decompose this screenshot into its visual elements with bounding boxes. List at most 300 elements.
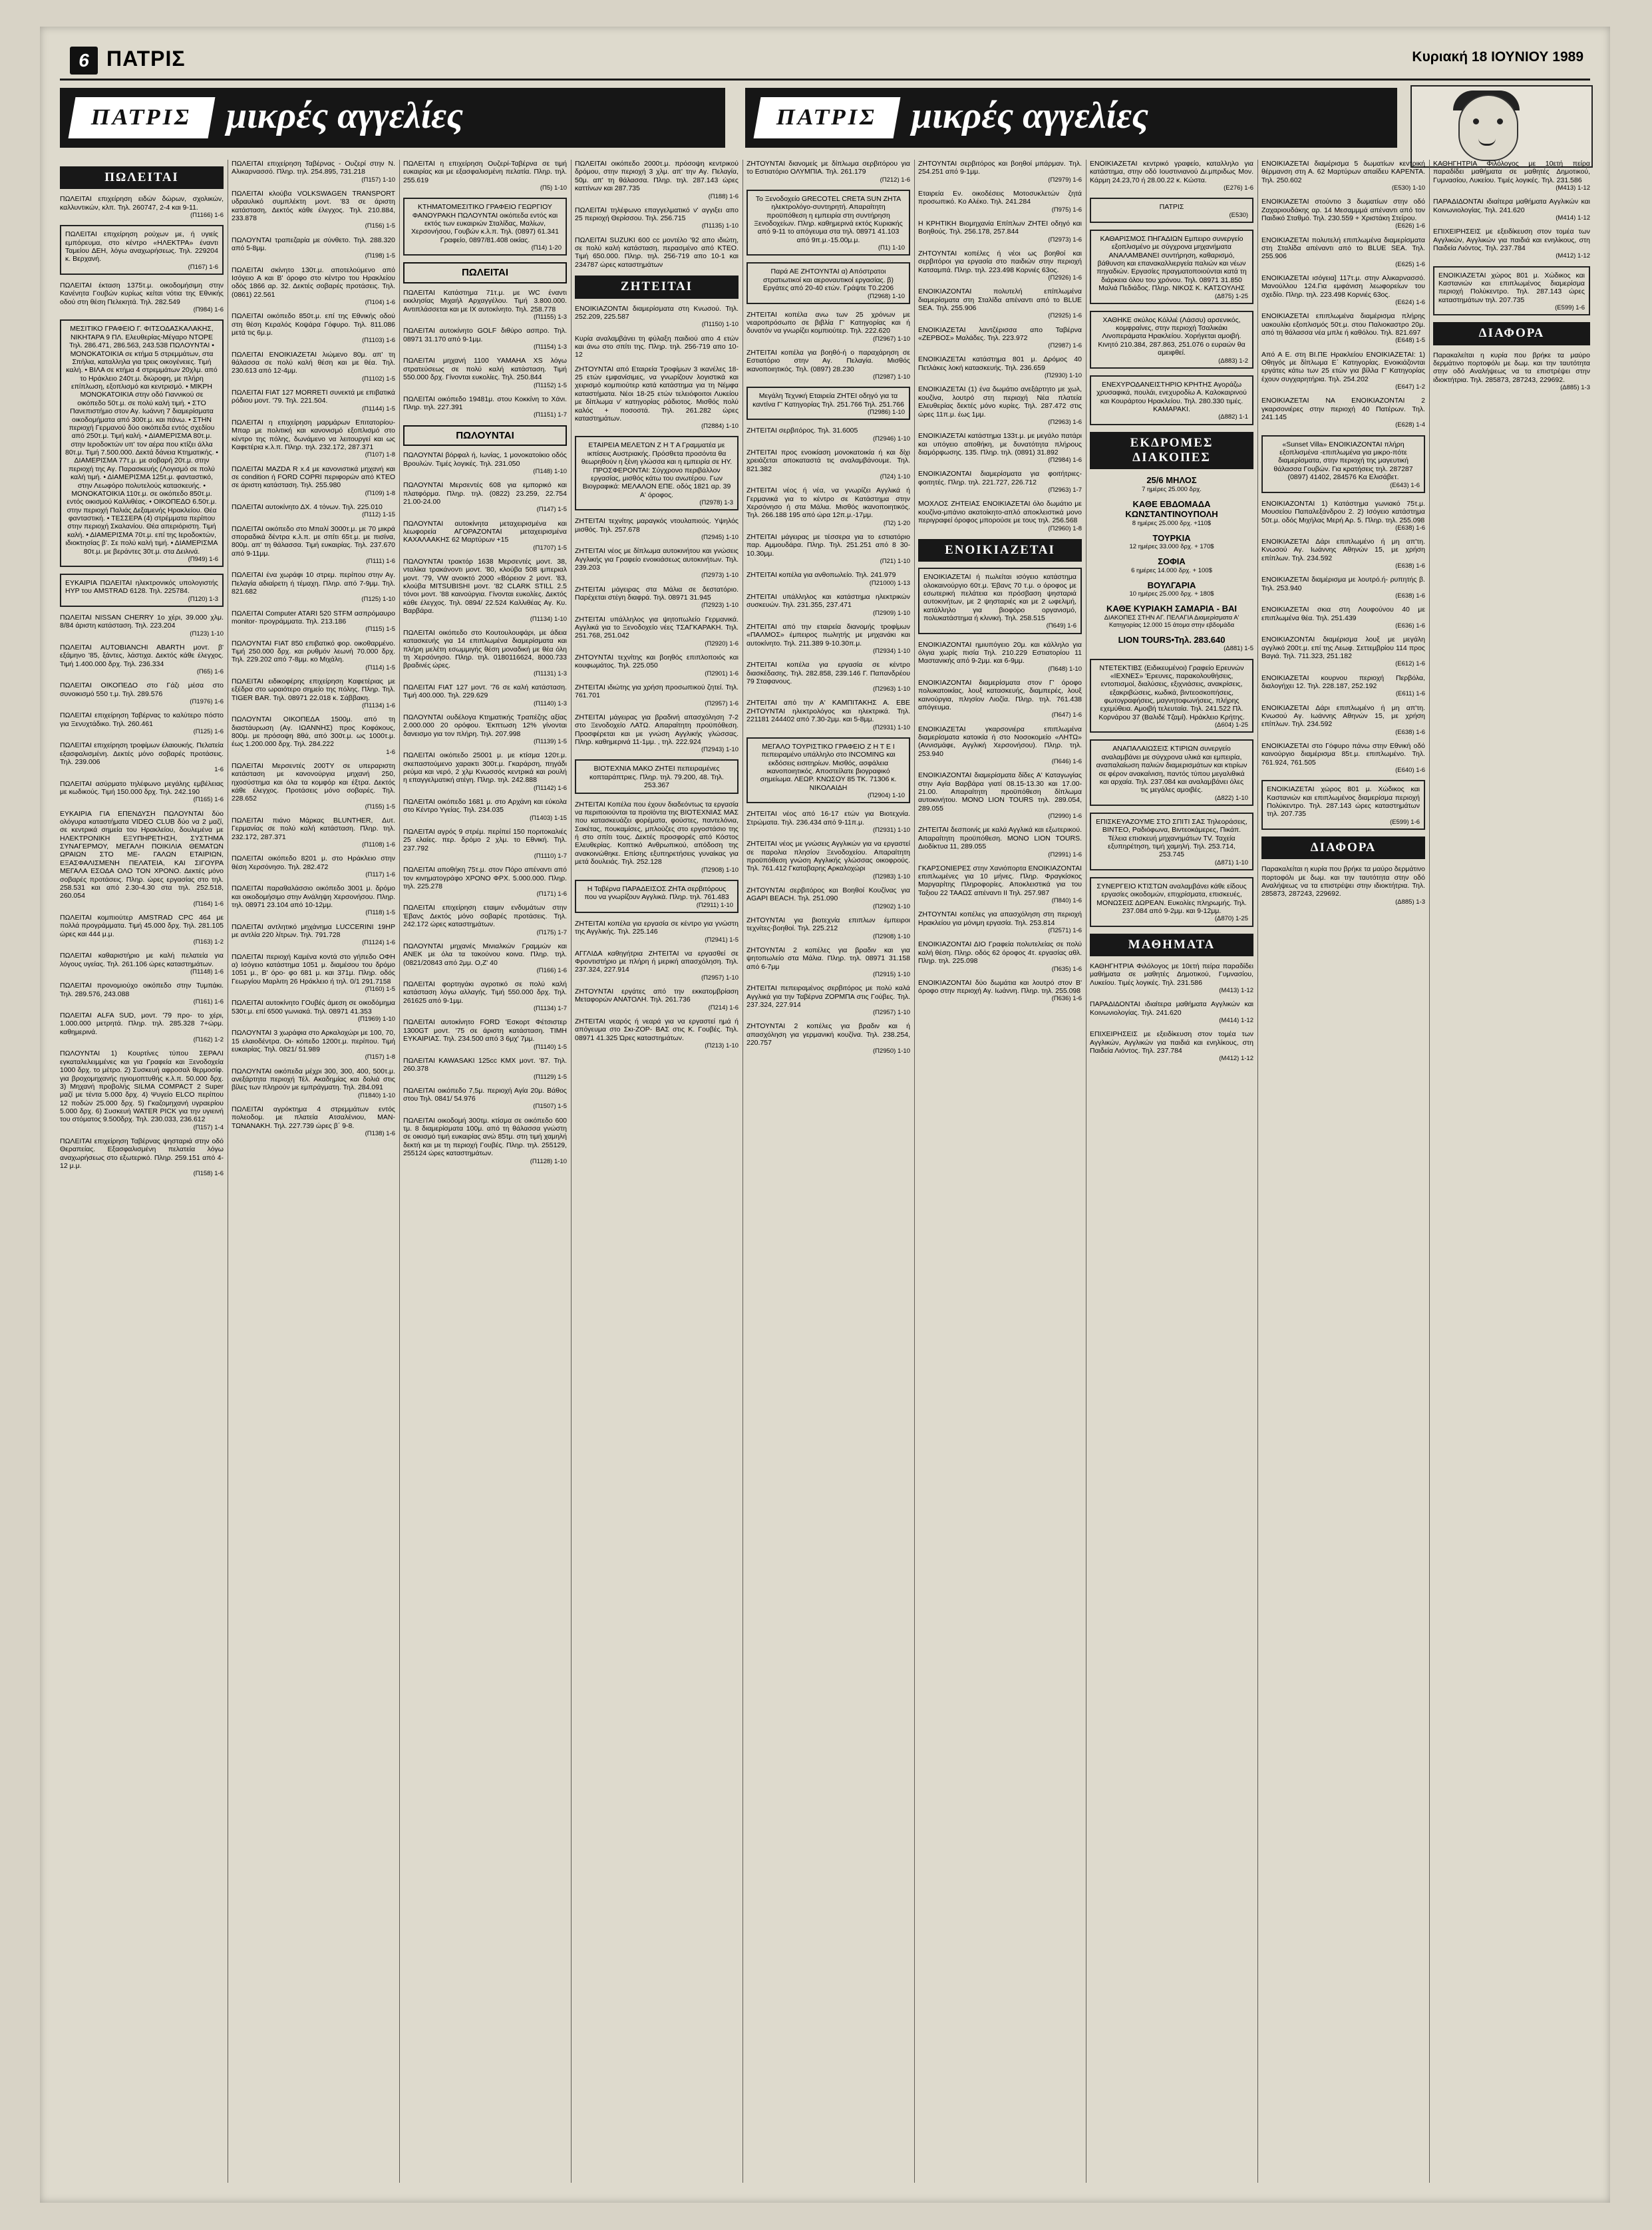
classified-ad bbox=[918, 568, 1082, 634]
classified-ad bbox=[1090, 375, 1253, 425]
ad-reference: (Μ412) 1-12 bbox=[1219, 1055, 1253, 1063]
ad-reference: (Π166) 1-6 bbox=[536, 966, 567, 974]
classified-ad bbox=[746, 737, 910, 803]
classified-ad bbox=[746, 427, 910, 443]
ad-reference: (Π120) 1-3 bbox=[188, 595, 218, 603]
classified-ad bbox=[232, 854, 395, 878]
banner-script-right: μικρές αγγελίες bbox=[911, 95, 1149, 136]
ad-reference: (Π21000) 1-13 bbox=[869, 579, 910, 587]
ad-text: ΖΗΤΕΙΤΑΙ από την Α' ΚΑΜΠΙΤΑΚΗΣ Α. ΕΒΕ ΖΗΤΟΥΝΤΑΙ ηλεκτρολόγος και ηλεκτρικά. Τηλ. 221181 244402 από 7.30-2μμ. και 5-8μμ. bbox=[746, 699, 910, 724]
classified-ad bbox=[746, 916, 910, 940]
ad-reference: (Π123) 1-10 bbox=[190, 630, 224, 638]
ad-reference: (Ε276) 1-6 bbox=[1224, 184, 1253, 192]
classified-ad bbox=[232, 610, 395, 634]
classified-ad bbox=[232, 266, 395, 307]
ad-reference: (Π104) 1-6 bbox=[365, 299, 395, 307]
classified-ad bbox=[918, 190, 1082, 214]
column-4 bbox=[575, 160, 739, 2183]
ad-text: ΠΩΛΕΙΤΑΙ επιχείρηση ειδών δώρων, σχολικών, καλλυντικών, κλπ. Τηλ. 260747, 2-4 και 9-11. bbox=[60, 195, 224, 212]
ad-reference: (Π2987) 1-6 bbox=[1048, 342, 1082, 350]
ad-text: ΕΝΟΙΚΙΑΖΕΤΑΙ πολυτελή επιπλωμένα διαμερίσματα στη Σταλίδα απέναντι από το BLUE SEA. Τηλ. 255.906 bbox=[1261, 236, 1425, 261]
ad-reference: (Π1103) 1-6 bbox=[362, 337, 395, 345]
ad-reference: (Π2915) 1-10 bbox=[873, 970, 910, 978]
classified-ad bbox=[918, 826, 1082, 858]
ad-reference: (Π2945) 1-10 bbox=[701, 534, 739, 542]
ad-text: ΑΓΓΛΙΔΑ καθηγήτρια ΖΗΤΕΙΤΑΙ να εργασθεί σε Φροντιστήριο με πλήρη ή μερική απασχόληση. Τηλ. 237.324, 227.914 bbox=[575, 949, 739, 974]
ad-text: ΠΩΛΕΙΤΑΙ οικόπεδο στο Κουτουλουφάρι, με άδεια κατασκευής για 14 επιπλωμένα διαμερίσματα και πλήρη μελέτη εσωμμιγής θέση μοναδική με θέα όλη τη Χερσόνησο. Πληρ. τηλ. 0180116624, 8000.733 βραδινές ώρες. bbox=[403, 628, 567, 670]
section-header: ΖΗΤΕΙΤΑΙ bbox=[575, 276, 739, 298]
ad-text: ΓΚΑΡΣΟΝΙΕΡΕΣ στην Χανιόπορτα ΕΝΟΙΚΙΑΖΟΝΤΑΙ επιπλωμένες για 10 μήνες. Πληρ. Φραγκίσκος Μαργαρίτης Πληροφορίες. Αποκλειστικά για του Ταξιου 22 ΤΑΑΩΣ απέναντι ΙΙ Τηλ. 257.987 bbox=[918, 864, 1082, 897]
ad-text: ΠΩΛΕΙΤΑΙ οικόπεδο 8201 μ. στο Ηράκλειο στην θέση Χερσόνησο. Τηλ. 282.472 bbox=[232, 854, 395, 871]
classified-ad bbox=[746, 699, 910, 731]
ad-text: ΠΩΛΕΙΤΑΙ KAWASAKI 125cc KMX μοντ. '87. Τηλ. 260.378 bbox=[403, 1056, 567, 1073]
travel-destination: LION TOURS•Τηλ. 283.640 bbox=[1118, 635, 1226, 646]
ad-text: ΖΗΤΕΙΤΑΙ υπάλληλος και κατάστημα ηλεκτρικών συσκευών. Τηλ. 231.355, 237.471 bbox=[746, 592, 910, 610]
ad-reference: (Δ822) 1-10 bbox=[1214, 794, 1248, 802]
ad-reference: (Ε612) 1-6 bbox=[1395, 660, 1425, 668]
classified-ad bbox=[575, 586, 739, 610]
ad-reference: (Π164) 1-6 bbox=[193, 900, 224, 908]
ad-reference: (Π214) 1-6 bbox=[708, 1004, 739, 1012]
ad-reference: (Π2930) 1-10 bbox=[1045, 372, 1082, 380]
ad-text: ΕΝΟΙΚΙΑΖΕΤΑΙ στο Γόφυρο πάνω στην Εθνική οδό καινούργιο διαμέρισμα 85τ.μ. επιπλωμένο. Τηλ. 761.924, 761.505 bbox=[1261, 741, 1425, 767]
classified-ad bbox=[232, 190, 395, 230]
classified-ad bbox=[403, 1018, 567, 1050]
ad-reference: (Ε638) 1-6 bbox=[1395, 592, 1425, 600]
classified-ad bbox=[1433, 160, 1590, 192]
classified-ad bbox=[746, 661, 910, 693]
ad-text: ΠΩΛΕΙΤΑΙ ALFA SUD, μοντ. '79 προ- το χέρι, 1.000.000 μετρητά. Πληρ. τηλ. 285.328 7+ώρμ. καθημερινά. bbox=[60, 1012, 224, 1036]
ad-text: ΕΝΟΙΚΙΑΖΕΤΑΙ κουρνου περιοχή Περβόλα, διαλογήχει 12. Τηλ. 228.187, 252.192 bbox=[1261, 673, 1425, 691]
classified-ad bbox=[575, 801, 739, 874]
classified-ad bbox=[232, 884, 395, 916]
ad-text: ΖΗΤΕΙΤΑΙ δεσποινίς με καλά Αγγλικά και εξωτερικού. Απαραίτητη προϋπόθεση. ΜΟΝΟ LION TOURS. Διοδίκτυα 11, 289.055 bbox=[918, 826, 1082, 851]
ad-text: ΕΝΟΙΚΙΑΖΕΤΑΙ διαμέρισμα με λουτρό.ή- ρυπητής β. Τηλ. 253.940 bbox=[1261, 576, 1425, 592]
classified-ad bbox=[232, 236, 395, 260]
travel-offer bbox=[1090, 533, 1253, 551]
classified-ad bbox=[918, 979, 1082, 1003]
ad-reference: (Π65) 1-6 bbox=[196, 668, 224, 676]
ad-reference: (Π114) 1-5 bbox=[365, 663, 395, 671]
ad-reference: (Π2968) 1-10 bbox=[868, 292, 905, 300]
classified-ad bbox=[60, 281, 224, 313]
classified-ad bbox=[403, 481, 567, 513]
ad-reference: (Ε624) 1-6 bbox=[1395, 299, 1425, 307]
classified-ad bbox=[746, 886, 910, 910]
classified-ad bbox=[403, 520, 567, 552]
ad-text: ΕΝΟΙΚΙΑΖΟΝΤΑΙ πολυτελή επίπλωμένα διαμερίσματα στη Σταλίδα απέναντι από το BLUE SEA. Τηλ. 255.906 bbox=[918, 287, 1082, 312]
ad-text: ΠΩΛΕΙΤΑΙ η επιχείρηση μαρμάρων Επιτατορίου-Μπαρ με πολιτική και κανονισμό εξοπλισμό στο κέντρο της πόλης, δωνάμενο να λειτουργεί και ως Καφετέρια κ.λ.π. Πληρ. τηλ. 232.172, 287.371 bbox=[232, 418, 395, 452]
column-1 bbox=[60, 160, 224, 2183]
ad-text: ΜΕΣΙΤΙΚΟ ΓΡΑΦΕΙΟ Γ. ΦΙΤΣΟΔΑΣΚΑΛΑΚΗΣ, ΝΙΚΗΤΑΡΑ 9 ΠΛ. Ελευθερίας-Μέγαρο ΝΤΟΡΕ Τηλ. 286.471, 286.563, 243.538 ΠΩΛΟΥΝΤΑΙ • ΜΟΝΟΚΑΤΟΙΚΙΑ σε κτήμα 5 στρεμμάτων, στα Σπήλια, καταλληλα για τρεις οικογένειες. Τιμή καλή. • ΒΙΛΑ σε κτήμα 4 στρεμμάτων 20χλμ. από το Ηράκλειο 240τ.μ. διώροφη, με πλήρη επίπλωση, εξοπλισμό και κεντρισμό. • ΜΙΚΡΗ ΜΟΝΟΚΑΤΟΙΚΙΑ στην οδό Γιαννικού σε οικόπεδο 50τ.μ. σε πολύ καλή τιμή. • ΣΤΟ Πανεπιστήμιο στον Αγ. Ιωάννη 7 διαμερίσματα οικοδομήματα από 300τ.μ. και πάνω. • ΣΤΗΝ περιοχή Γερμανού δύο οικόπεδα εντός σχεδίου από 250τ.μ. Τιμή καλή. • ΔΙΑΜΕΡΙΣΜΑ 80τ.μ. στην Ιεροδοκτών υπ' τον αέρα που κτίζει άλλα 80τ.μ. Τιμή 7.500.000. Δεκτά δάνεια Κτηματικής. • ΔΙΑΜΕΡΙΣΜΑ 77τ.μ. με σοβαρή 20τ.μ. στην περιοχή της Αγ. Παρασκευής (Λογισμό σε πολύ καλή τιμή. • ΔΙΑΜΕΡΙΣΜΑ 125τ.μ. φανταστικό, στην Λεωφόρο πολυτελούς κατασκευής. • ΜΟΝΟΚΑΤΟΙΚΙΑ 110τ.μ. σε οικόπεδο 850τ.μ. εντός οικισμού Καλλιθέας. • ΟΙΚΟΠΕΔΟ 6.50τ.μ. στην περιοχή Παλιάς Δεξαμενής Ηρακλείου. Θέα φανταστική. • ΤΕΣΣΕΡΑ (4) στρέμματα περίπου στην περιοχή Σκαλανίου. Θέα απεριόριστη. Τιμή καλή. • ΔΙΑΜΕΡΙΣΜΑ 70τ.μ. επί της Ιεροδοκτών, ιδιοκτησίας β'. Σε πολύ καλή τιμή. • ΔΙΑΜΕΡΙΣΜΑ 80τ.μ. με βεράντες 30τ.μ. στα Δειλινά. bbox=[65, 325, 218, 556]
ad-reference: (Π2884) 1-10 bbox=[701, 423, 739, 431]
ad-reference: (Π2926) 1-6 bbox=[1048, 274, 1082, 281]
ad-text: ΕΝΟΙΚΙΑΖΟΝΤΑΙ ημιυπόγειο 20μ. και κάλληλο για όλγια χωρίς πισία Τηλ. 210.229 Εστιατορίου 11 Μαστανικής από 9-2μμ. και 6-9μμ. bbox=[918, 640, 1082, 665]
ad-text: ΠΩΛΕΙΤΑΙ NISSAN CHERRY 1ο χέρι, 39.000 χλμ. 8/84 άριστη κατάσταση. Τηλ. 223.204 bbox=[60, 614, 224, 630]
ad-text: ΠΩΛΕΙΤΑΙ η επιχείρηση Ουζερί-Ταβέρνα σε τιμή ευκαιρίας και με εξασφαλισμένη πελατία. Πληρ. τηλ. 255.619 bbox=[403, 160, 567, 184]
ad-text: Κυρία αναλαμβάνει τη φύλαξη παιδιού απο 4 ετών και άνω στο σπίτι της. Πληρ. τηλ. 256-719 απο 10-12 bbox=[575, 334, 739, 359]
ad-text: ΕΝΟΙΚΙΑΖΟΝΤΑΙ διαμερίσματα στον Γ' όροφο πολυκατοικίας, λουξ κατασκευής, διαμπερές, λουξ καινούργια, πλησίον Λιοζία. Πληρ. τηλ. 761.438 απόγευμα. bbox=[918, 678, 1082, 712]
classified-ad bbox=[1090, 198, 1253, 223]
banner-tag-left: ΠΑΤΡΙΣ bbox=[69, 97, 216, 138]
classified-ad bbox=[1261, 198, 1425, 230]
travel-details: 6 ημέρες 14.000 δρχ. + 100$ bbox=[1131, 566, 1212, 574]
ad-reference: (Π636) 1-6 bbox=[1051, 995, 1082, 1003]
ad-reference: (Ε636) 1-6 bbox=[1395, 622, 1425, 630]
ad-reference: (Π21) 1-10 bbox=[880, 558, 910, 566]
ad-reference: (Π2967) 1-10 bbox=[873, 335, 910, 343]
ad-reference: (Π984) 1-6 bbox=[193, 306, 224, 314]
ad-text: ΕΝΟΙΚΙΑΖΕΤΑΙ διαμέρισμα 5 δωματίων κεντρική θέρμανση στη Α. 62 Μαρτύρων απαίδευ ΚΑΡΕΝΤΑ. Τηλ. 250.602 bbox=[1261, 160, 1425, 184]
ad-text: ΧΑΘΗΚΕ σκύλος Κόλλιέ (Λάσσυ) αρσενικός, κομφραίνες, στην περιοχή Τσαλικάκι Λινοπεράματα Ηρακλείου. Χορήγεται αμοιβή. Κινητό 210.384, 287.863, 251.076 ο ευραών θα αμειφθεί. bbox=[1098, 315, 1245, 357]
ad-text: ΕΥΚΑΙΡΙΑ ΠΩΛΕΙΤΑΙ ηλεκτρονικός υπολογιστής ΗΥΡ του AMSTRAD 6128. Τηλ. 225784. bbox=[65, 579, 218, 596]
ad-reference: (Π2991) 1-6 bbox=[1048, 850, 1082, 858]
ad-text: ΠΩΛΕΙΤΑΙ ένα χωράφι 10 στρεμ. περίπου στην Αγ. Πελαγία αδιαίρετη ή τέμαχη. Πληρ. από 7-9μμ. Τηλ. 821.682 bbox=[232, 571, 395, 596]
ad-text: ΕΝΕΧΥΡΟΔΑΝΕΙΣΤΗΡΙΟ ΚΡΗΤΗΣ Αγοράζω χρυσαφικά, πουλάι, ενεχυροδίω Α. Καλοκαιρινού και Κουράρτου Ηρακλείου. Τηλ. 280.330 τιμές. ΚΑΜΑΡΑΚΙ. bbox=[1096, 380, 1247, 413]
ad-reference: (Π212) 1-6 bbox=[880, 176, 910, 184]
issue-date: Κυριακή 18 ΙΟΥΝΙΟΥ 1989 bbox=[1412, 49, 1583, 65]
ad-text: ΠΩΛΕΙΤΑΙ FIAT 127 MORRETI συνεκτά με επιβατικά ρόδιου μοντ. '79. Τηλ. 221.504. bbox=[232, 388, 395, 405]
classified-ad bbox=[1090, 739, 1253, 805]
classified-ad bbox=[60, 319, 224, 567]
ad-text: ΠΩΛΕΙΤΑΙ MAZDA R x.4 με κανονιστικά μηχανή και σε condition ή FORD COPRI περιφορών από ΚΤΕΟ σε άριστη κατάσταση. Τηλ. 255.980 bbox=[232, 465, 395, 490]
classified-ad bbox=[403, 1117, 567, 1165]
classified-ad bbox=[403, 160, 567, 192]
ad-text: ΖΗΤΟΥΝΤΑΙ 2 κοπέλες για βραδιν και ή απασχόληση για γερμανική κουζίνα. Τηλ. 238.254, 220.757 bbox=[746, 1022, 910, 1047]
ad-text: ΠΑΡΑΔΙΔΟΝΤΑΙ ιδιαίτερα μαθήματα Αγγλικών και Κοινωνιολογίας. Τηλ. 241.620 bbox=[1433, 198, 1590, 214]
travel-destination: ΚΑΘΕ ΚΥΡΙΑΚΗ ΣΑΜΑΡΙΑ - ΒΑΙ bbox=[1106, 604, 1237, 614]
ad-text: ΕΝΟΙΚΙΑΖΕΤΑΙ χώρος 801 μ. Χώδικος και Καστανιών και επιπλωμένος διαμερίσμα περιοχή Πολύκεντρο. Τηλ. 287.143 ώρες καταστημάτων τηλ. 207.735 bbox=[1267, 785, 1420, 819]
ad-text: ΕΝΟΙΚΙΑΖΟΝΤΑΙ διαμερίσματα στη Κνωσού. Τηλ. 252.209, 225.587 bbox=[575, 304, 739, 321]
ad-reference: (Π125) 1-10 bbox=[361, 596, 395, 604]
classified-ad bbox=[746, 946, 910, 978]
cartoon-face bbox=[1458, 94, 1518, 161]
ad-text: ΖΗΤΟΥΝΤΑΙ σερβιτόρος και Βοηθοί Κουζίνας για ΑGAΡΙ ΒΕΑCΗ. Τηλ. 251.090 bbox=[746, 886, 910, 903]
classified-ad bbox=[232, 1067, 395, 1099]
ad-reference: (Δ871) 1-10 bbox=[1214, 858, 1248, 866]
classified-ad bbox=[60, 780, 224, 804]
ad-text: ΠΩΛΟΥΝΤΑΙ μηχανές Μινιαλκών Γραμμών και ΑΝΕΚ με όλα τα τακούνου κοινα. Πληρ. τηλ. (0821/20843 από 2μμ. Ο,Ζ' 40 bbox=[403, 942, 567, 967]
ad-text: ΕΝΟΙΚΙΑΖΕΤΑΙ επιπλωμένα διαμέρισμα πλήρης υακουλίκι εξοπλισμός 50τ.μ. στου Παλιοκαστρο 20μ. από τη θάλασσα νέα μπλε ή καθόλου. Τηλ. 821.697 bbox=[1261, 312, 1425, 337]
classified-ad bbox=[918, 470, 1082, 494]
ad-reference: (Π2908) 1-10 bbox=[873, 932, 910, 940]
classified-ad bbox=[575, 950, 739, 982]
classified-ad bbox=[1090, 1000, 1253, 1024]
ad-reference: (Ε625) 1-6 bbox=[1395, 260, 1425, 268]
ad-reference: (Ε647) 1-2 bbox=[1395, 383, 1425, 391]
ad-reference: (Π2908) 1-10 bbox=[701, 866, 739, 874]
ad-reference: (Π2978) 1-3 bbox=[699, 499, 733, 507]
ad-reference: (Π125) 1-6 bbox=[193, 728, 224, 736]
ad-text: ΠΩΛΕΙΤΑΙ αγρός 9 στρέμ. περίπεί 150 ποριτοκαλιές 25 ελαίες. περ. δρόμο 2 χλμ. το Εθνική. Τηλ. 237.792 bbox=[403, 827, 567, 852]
ad-text: ΖΗΤΟΥΝΤΑΙ 2 κοπέλες για βραδιν και για ψητοπωλείο στα Μάλια. Πληρ. τηλ. 08971 31.158 από 6-7μμ bbox=[746, 946, 910, 971]
ad-text: ΝΤΕΤΕΚΤΙΒΣ (Ειδικευμένοι) Γραφείο Ερευνών «ΙΕΧΝΕΣ» 'Ερευνες, παρακολουθήσεις, εντοπισμοί, διαλύσεις, εξιχνιάσεις, ανακρίσεις, εξακριβώσεις, κωδικά, βιντεοσκοπήσεις, φωτογραφήσεις, μαγνητοφωνήσεις, πλήρης εχεμύθεια. Αμοιβή τελευταία. Τηλ. 241.522 Πλ. Κορνάρου 37 (Βαλιδέ Τζαμί). Ηράκλειο Κρήτης. bbox=[1098, 663, 1245, 721]
ad-text: ΠΩΛΕΙΤΑΙ ΕΝΟΙΚΙΑΖΕΤΑΙ λιώμενο 80μ. απ' τη θάλασσα σε πολύ καλή θέση και με θέα. Τηλ. 230.613 από 12-4μμ. bbox=[232, 350, 395, 375]
ad-reference: (Π162) 1-2 bbox=[193, 1036, 224, 1044]
classified-ad bbox=[403, 828, 567, 860]
classified-ad bbox=[575, 683, 739, 707]
classified-ad bbox=[575, 616, 739, 648]
classified-ad bbox=[746, 486, 910, 527]
classified-ad bbox=[232, 817, 395, 848]
ad-reference: (Π1134) 1-6 bbox=[362, 701, 395, 709]
ad-reference: (Π1128) 1-10 bbox=[530, 1157, 567, 1165]
column-9 bbox=[1433, 160, 1590, 2183]
ad-text: ΠΩΛΟΥΝΤΑΙ βόρφαλ ή, Ιωνίας, 1 μονοκατοίκιο οδός Βρουλών. Τιμές λογικές. Τηλ. 231.050 bbox=[403, 451, 567, 468]
classified-ad bbox=[403, 289, 567, 321]
column-3 bbox=[403, 160, 567, 2183]
classified-ad bbox=[918, 864, 1082, 905]
ad-text: ΠΩΛΕΙΤΑΙ ασύρματο τηλέφωνο μεγάλης εμβέλειας με κωδικούς. Τιμή 150.000 δρχ. Τηλ. 242.190 bbox=[60, 779, 224, 796]
ad-text: ΑΝΑΠΑΛΑΙΩΣΕΙΣ ΚΤΙΡΙΩΝ συνεργείο αναλαμβάνει με σύγχρονα υλικά και εμπειρία, αναπαλαίωση παλιών διαμερισμάτων και κτιρίων σε φέρον ανακαίνιση, παντός τύπου μεγαλιθικά και αρχαία. Τηλ. 237.084 και αναλαμβάνει όλες τις μεγάλες αμοιβές. bbox=[1096, 745, 1247, 795]
ad-reference: (Ε638) 1-6 bbox=[1395, 562, 1425, 570]
ad-reference: (Π647) 1-6 bbox=[1051, 711, 1082, 719]
ad-reference: (Π2963) 1-6 bbox=[1048, 418, 1082, 426]
classified-ad bbox=[746, 387, 910, 420]
banner-script-left: μικρές αγγελίες bbox=[226, 95, 464, 136]
ad-text: ΠΩΛΟΥΝΤΑΙ Μερσεντές 608 για εμπορικό και πλατφόρμα. Πληρ. τηλ. (0822) 23.259, 22.754 21.00-24.00 bbox=[403, 481, 567, 506]
ad-reference: (Π157) 1-4 bbox=[193, 1123, 224, 1131]
ad-text: ΚΑΘΗΓΗΤΡΙΑ Φιλόλογος με 10ετή πείρα παραδίδει μαθήματα σε μαθητές Δημοτικού, Γυμνασίου, Λυκείου. Τιμές λογικές. Τηλ. 231.586 bbox=[1433, 160, 1590, 184]
ad-text: ΠΩΛΕΙΤΑΙ οικόπεδο 850τ.μ. επί της Εθνικής οδού στη θέση Κεραλός Κοψάρα Γόφυρο. Τηλ. 811.086 μετά τις 6μ.μ. bbox=[232, 312, 395, 337]
ad-reference: (Π5) 1-10 bbox=[540, 184, 567, 192]
ad-text: ΒΙΟΤΕΧΝΙΑ ΜΑΚΟ ΖΗΤΕΙ πεπειραμένες κοπταράπτριες. Πληρ. τηλ. 79.200, 48. Τηλ. 253.367 bbox=[589, 765, 724, 790]
ad-reference: (Π112) 1-15 bbox=[362, 511, 395, 519]
classified-ad bbox=[575, 206, 739, 230]
ad-reference: (Π1403) 1-15 bbox=[530, 814, 567, 822]
ad-text: ΠΩΛΟΥΝΤΑΙ ΟΙΚΟΠΕΔΑ 1500μ. από τη διαστάυρωση (Αγ. ΙΩΑΝΝΗΣ) προς Κοφάκους, 800μ. με πρόσοψη 8θά, από 300τ.μ. ως 1000τ.μ. έως 1.200.000 δρχ. Τηλ. 284.222 bbox=[232, 715, 395, 749]
ad-reference: (Π635) 1-6 bbox=[1051, 965, 1082, 973]
ad-reference: (Π1131) 1-3 bbox=[534, 669, 567, 677]
ad-reference: (Π147) 1-5 bbox=[536, 506, 567, 514]
ad-reference: (Π1707) 1-5 bbox=[533, 544, 567, 552]
ad-text: ΠΩΛΕΙΤΑΙ αυτοκίνητο GOLF διθύρο ασπρο. Τηλ. 08971 31.170 από 9-1μμ. bbox=[403, 327, 567, 343]
ad-reference: (Π107) 1-8 bbox=[365, 451, 395, 459]
classified-ad bbox=[575, 920, 739, 944]
ad-text: ΠΩΛΕΙΤΑΙ αντλητικό μηχάνημα LUCCERINI 19ΗΡ με αντλία 220 λίτρων. Τηλ. 791.728 bbox=[232, 922, 395, 939]
ad-text: ΖΗΤΕΙΤΑΙ κοπέλα για ανθοπωλείο. Τηλ. 241.979 bbox=[746, 571, 896, 580]
ad-reference: 1-6 bbox=[214, 766, 224, 774]
ad-reference: (Π1139) 1-5 bbox=[534, 737, 567, 745]
ad-text: ΕΝΟΙΚΙΑΖΕΤΑΙ ή πωλείται ισόγειο κατάστημα ολοκαινούργιο 60τ.μ. Έβανς 70 τ.μ. ο όροφος με εσωτερική πελάτεια και πρόσβαση ψησταριά αυτοκινήτων, με 2 ψησταριές και με 2 ωφελιμή, κατάλληλο για βιοφόρο οργανισμό, πολυκατάστημα ή κλινική. Τηλ. 258.515 bbox=[923, 573, 1076, 623]
ad-reference: (Π2963) 1-10 bbox=[873, 685, 910, 693]
classified-ad bbox=[60, 574, 224, 607]
classified-ad bbox=[60, 741, 224, 773]
ad-text: ΠΩΛΕΙΤΑΙ οικόπεδο 7,5μ. περιοχή Αγία 20μ. Βάθος στου Τηλ. 0841/ 54.976 bbox=[403, 1086, 567, 1103]
classified-ad bbox=[60, 1049, 224, 1131]
classified-ad bbox=[918, 355, 1082, 379]
travel-details: 8 ημέρες 25.000 δρχ. +110$ bbox=[1132, 519, 1212, 527]
ad-text: ΕΠΙΧΕΙΡΗΣΕΙΣ με εξειδίκευση στον τομέα των Αγγλικών, Αγγλικών για παιδιά και ενηλίκους, στη Παιδεία Λιόντος. Τηλ. 237.784 bbox=[1433, 228, 1590, 253]
ad-text: ΖΗΤΕΙΤΑΙ κοπέλα για βοηθό-ή ο παραχάρηση σε Εστιατόριο στην Αγ. Πελαγία. Μισθός ικανοποιητικός. Τηλ. (0897) 28.230 bbox=[746, 349, 910, 373]
classified-ad bbox=[918, 641, 1082, 673]
ad-reference: (Π157) 1-8 bbox=[365, 1053, 395, 1061]
ad-reference: (Π2902) 1-10 bbox=[873, 902, 910, 910]
classified-ad bbox=[232, 419, 395, 459]
ad-reference: (Δ870) 1-25 bbox=[1214, 915, 1248, 923]
classified-ad bbox=[232, 677, 395, 709]
ad-text: Παρακαλείται η κυρία που βρήκε τα μαύρο δερμάτινο πορτοφόλι με δωμ. και την ταυτότητα στην οδό Αναλήψεως να τα επιστρέψει στην ιδιοκτήτρια. Τηλ. 285873, 287243, 229692. bbox=[1261, 865, 1425, 898]
ad-reference: (Π2973) 1-6 bbox=[1048, 236, 1082, 244]
classified-ad bbox=[1261, 576, 1425, 600]
classified-ad bbox=[1090, 1030, 1253, 1062]
page-number: 6 bbox=[70, 47, 98, 75]
ad-text: ΖΗΤΟΥΝΤΑΙ τεχνίτης και βοηθός επιπλοποιός και κουφωμάτος. Τηλ. 225.050 bbox=[575, 653, 739, 670]
classified-ad bbox=[403, 751, 567, 792]
ad-reference: (Π161) 1-6 bbox=[193, 998, 224, 1006]
ad-text: ΠΩΛΕΙΤΑΙ πιάνο Μάρκας BLUNTHER, Δυτ. Γερμανίας σε πολύ καλή κατάσταση. Πληρ. τηλ. 232.172, 287.371 bbox=[232, 816, 395, 841]
classified-ad bbox=[232, 715, 395, 756]
classified-ad bbox=[918, 220, 1082, 244]
ad-text: ΕΝΟΙΚΙΑΖΕΤΑΙ στούντιο 3 δωματίων στην οδό Ζαχαριουδάκης αρ. 14 Μεσαμμμά απέναντι από τον Παιδικό Σταθμό. Τηλ. 230.559 + Χριστάκη Στείρου. bbox=[1261, 198, 1425, 223]
ad-reference: (Μ413) 1-12 bbox=[1556, 184, 1590, 192]
classified-ad bbox=[918, 910, 1082, 934]
ad-reference: (Ε628) 1-4 bbox=[1395, 421, 1425, 429]
ad-text: ΠΩΛΟΥΝΤΑΙ τρακτόρ 1638 Μερσεντές μοντ. 38, νταλίκα τρακάνοντι μοντ. '80, κλούβα 508 ιμπεριαλ μοντ. '79, VW ανοικτό 2000 «Βόρειον 2 μοντ. '83, κλούβα MITSUBISHI μοντ. '82 CLARK STILL 2.5 τόνοι μοντ. '88 καινούργια. Γίνονται ευκολίες. Δεκτός κάθε έλεγχος. Τηλ. 0894/ 22.524 Καλλιθέας Αγ. Κυ. Βαρβάρα. bbox=[403, 557, 567, 616]
ad-text: ΠΩΛΕΙΤΑΙ οικόπεδο 19481μ. στου Κοκκίνη το Χάνι. Πληρ. τηλ. 227.391 bbox=[403, 395, 567, 412]
classified-ad bbox=[575, 517, 739, 541]
classifieds-banner-left bbox=[60, 88, 725, 148]
ad-text: ΠΩΛΕΙΤΑΙ Computer ATARI 520 STFM ασπρόμαυρο monitor- προγράμματα. Τηλ. 213.186 bbox=[232, 609, 395, 626]
ad-reference: (Π2943) 1-10 bbox=[701, 746, 739, 754]
classified-ad bbox=[1090, 877, 1253, 927]
classified-ad bbox=[918, 385, 1082, 426]
ad-reference: (Π175) 1-7 bbox=[536, 928, 567, 936]
ad-text: ΠΩΛΕΙΤΑΙ επιχείρηση Ταβέρνας ψησταριά στην οδό Θεραπείας. Εξασφαλισμένη πελατεία λόγω αναχωρήσεως στο εξωτερικό. Πληρ. 259.151 από 4-12 μ.μ. bbox=[60, 1137, 224, 1171]
ad-text: ΕΠΙΧΕΙΡΗΣΕΙΣ με εξειδίκευση στον τομέα των Αγγλικών, Αγγλικών για παιδιά και ενηλίκους, στη Παιδεία Λιόντος. Τηλ. 237.784 bbox=[1090, 1030, 1253, 1055]
ad-reference: (Ε599) 1-6 bbox=[1390, 818, 1420, 826]
classified-ad bbox=[403, 713, 567, 745]
ad-reference: (Ε530) 1-10 bbox=[1391, 184, 1425, 192]
classified-ad bbox=[746, 984, 910, 1016]
travel-destination: ΒΟΥΛΓΑΡΙΑ bbox=[1147, 580, 1196, 590]
ad-text: ΕΝΟΙΚΙΑΖΕΤΑΙ χώρος 801 μ. Χώδικος και Καστανιών και επιπλωμένος διαμερίσμα περιοχή Πολύκεντρο. Τηλ. 287.143 ώρες καταστημάτων τηλ. 207.735 bbox=[1438, 271, 1585, 304]
ad-reference: (Π2957) 1-10 bbox=[873, 1009, 910, 1017]
classified-ad bbox=[403, 980, 567, 1012]
classified-ad bbox=[403, 904, 567, 936]
classified-ad bbox=[918, 500, 1082, 532]
ad-text: Η ΚΡΗΤΙΚΗ Βιομηχανία Επίπλων ΖΗΤΕΙ οδηγό και Βοηθούς. Τηλ. 256.178, 257.844 bbox=[918, 219, 1082, 236]
ad-text: ΕΝΟΙΚΙΑΖΕΤΑΙ ΝΑ ΕΝΟΙΚΙΑΖΟΝΤΑΙ 2 γκαρσονιέρες στην περιοχή 40 Πατέρων. Τηλ. 241.145 bbox=[1261, 397, 1425, 422]
ad-reference: (Π1134) 1-7 bbox=[534, 1005, 567, 1013]
classified-ad bbox=[403, 798, 567, 822]
ad-text: ΖΗΤΕΙΤΑΙ κοπέλα για εργασία σε κέντρο για γνώστη της Αγγλικής. Τηλ. 225.146 bbox=[575, 919, 739, 936]
classified-ad bbox=[746, 840, 910, 880]
ad-reference: (Π2) 1-20 bbox=[883, 519, 910, 527]
travel-destination: ΚΑΘΕ ΕΒΔΟΜΑΔΑ ΚΩΝΣΤΑΝΤΙΝΟΥΠΟΛΗ bbox=[1125, 498, 1218, 520]
ad-text: ΕΝΟΙΚΙΑΖΟΝΤΑΙ διαμέρισμα λουξ με μεγάλη αγγλικό 200τ.μ. επί της Λεωφ. Σεττεμβρίου 114 προς Βαγιά. Τηλ. 711.323, 251.182 bbox=[1261, 636, 1425, 661]
classified-ad bbox=[746, 262, 910, 303]
ad-text: ΕΝΟΙΚΙΑΖΟΝΤΑΙ διαμερίσματα για φοιτήτριες-φοιτητές. Πληρ. τηλ. 221.727, 226.712 bbox=[918, 470, 1082, 486]
classified-ad bbox=[746, 571, 910, 587]
classified-ad bbox=[60, 982, 224, 1006]
ad-text: ΖΗΤΕΙΤΑΙ σερβιτόρος. Τηλ. 31.6005 bbox=[746, 427, 858, 435]
travel-offer bbox=[1090, 499, 1253, 527]
ad-text: ΠΩΛΟΥΝΤΑΙ οικόπεδα μέχρι 300, 300, 400, 500τ.μ. ανεξάρτητα περιοχή Τέλ. Ακαδημίας και δολιά στις βίλες των πληρούν με εμπράγματη. Τηλ. 284.091 bbox=[232, 1067, 395, 1092]
classified-ad bbox=[232, 953, 395, 994]
ad-text: ΠΩΛΟΥΝΤΑΙ τραπεζαρία με σύνθετο. Τηλ. 288.320 από 5-8μμ. bbox=[232, 236, 395, 253]
ad-text: ΖΗΤΕΙΤΑΙ υπάλληλος για ψητοπωλείο Γερμανικά. Αγγλικά για το Ξενοδοχείο νέες ΤΣΑΓΚΑΡΑΚΗ. Τηλ. 251.768, 251.042 bbox=[575, 615, 739, 640]
ad-text: ΠΩΛΕΙΤΑΙ οικόπεδο 25001 μ. με κτίσμα 120τ.μ. σκεπαστούμενο χαρακτι 300τ.μ. Γκαράρση, πηγάδι ρεύμα και νερό, 2 χλμ Κνωσσός κεντρικά και ρουλή η επαγγελματική ατέγη. Πληρ. τηλ. 242.888 bbox=[403, 751, 567, 785]
ad-text: ΜΟΧΛΟΣ ΖΗΤΕΙΑΣ ΕΝΟΙΚΙΑΖΕΤΑΙ όλο δωμάτιο με κουζίνα-μπάνιο ακατοίκητο-απλό αποκλειστικά μονο περιγραφεί όροφος μπορούσε με τους τηλ. 256.568 bbox=[918, 500, 1082, 525]
ad-reference: (Μ414) 1-12 bbox=[1556, 214, 1590, 222]
classified-ad bbox=[575, 880, 739, 913]
classified-ad bbox=[918, 940, 1082, 972]
ad-reference: (Π1) 1-10 bbox=[878, 244, 905, 252]
ad-reference: (Π2973) 1-10 bbox=[701, 572, 739, 580]
ad-text: ΚΑΘΑΡΙΣΜΟΣ ΠΗΓΑΔΙΩΝ Εμπειρο συνεργείο εξοπλισμένο με σύγχρονα μηχανήματα ΑΝΑΛΑΜΒΑΝΕΙ συντήρηση, καθαρισμό, βάθυνση και επανακαλλιεργεία παλιών και νέων πηγαδιών. Εργασίες πραγματοποιούνται κατά τη διάρκεια όλου του χρόνου. Τηλ. 08971 31.850 Μαλιά Πεδιάδος. Πληρ. ΝΙΚΟΣ Κ. ΚΑΤΣΟΥΛΗΣ bbox=[1096, 234, 1247, 293]
ad-reference: (Ε638) 1-6 bbox=[1395, 524, 1425, 532]
travel-offer bbox=[1090, 475, 1253, 493]
ad-text: ΕΝΟΙΚΙΑΖΕΤΑΙ σκια στη Λουφούνου 40 με επιπλωμένα θέα. Τηλ. 251.439 bbox=[1261, 606, 1425, 622]
classified-ad bbox=[403, 1057, 567, 1081]
classified-ad bbox=[1261, 274, 1425, 306]
ad-text: ΖΗΤΕΙΤΑΙ κοπέλα ανω των 25 χρόνων με νεαροπρόσωπο σε βιβλία Γ' Κατηγορίας και ή δυνατόν να γνωρίζει κομπιούτερ. Τηλ. 222.620 bbox=[746, 310, 910, 335]
ad-reference: (Π1148) 1-6 bbox=[190, 968, 224, 976]
ad-text: ΠΩΛΕΙΤΑΙ μηχανή 1100 YAMAHA XS λόγω στρατεύσεως σε πολύ καλή κατάσταση. Τιμή 550.000 δρχ. Γίνονται ευκολίες. Τηλ. 250.844 bbox=[403, 357, 567, 382]
ad-reference: (Π2931) 1-10 bbox=[873, 827, 910, 834]
classified-ad bbox=[575, 236, 739, 270]
ad-text: ΕΝΟΙΚΙΑΖΕΤΑΙ κατάστημα 133τ.μ. με μεγάλο πατάρι και υπόγειο αποθήκη, με δυνατότητα πλήρους διαμόρφωσης. 135. Πληρ. τηλ. (0891) 31.892 bbox=[918, 432, 1082, 457]
classified-ad bbox=[1261, 312, 1425, 344]
cartoon-illustration bbox=[1410, 85, 1593, 168]
classified-ad bbox=[575, 1018, 739, 1049]
ad-reference: (Δ885) 1-3 bbox=[1560, 384, 1590, 392]
ad-text: ΠΩΛΟΥΝΤΑΙ αυτοκίνητα μεταχειρισμένα και λεωφορεία ΑΓΟΡΑΖΟΝΤΑΙ μεταχειρισμένα ΚΑΧΑΛΑΑΚΗΣ 62 Μαρτύρων +15 bbox=[403, 519, 567, 544]
ad-reference: (Π2923) 1-10 bbox=[701, 602, 739, 610]
section-header: ΕΝΟΙΚΙΑΖΕΤΑΙ bbox=[918, 539, 1082, 562]
banner-tag-right: ΠΑΤΡΙΣ bbox=[754, 97, 901, 138]
classified-ad bbox=[403, 942, 567, 974]
ad-text: ΠΑΡΑΔΙΔΟΝΤΑΙ ιδιαίτερα μαθήματα Αγγλικών και Κοινωνιολογίας. Τηλ. 241.620 bbox=[1090, 1000, 1253, 1017]
ad-reference: (Π2984) 1-6 bbox=[1048, 457, 1082, 465]
ad-text: ΕΝΟΙΚΙΑΖΟΝΤΑΙ 1) Κατάστημα γωνιακό 75τ.μ. Μουσείου Παπαλεξάνδρου 2. 2) Ισόγειο κατάστημα 50τ.μ. οδός Μιχήλας Μερή Αρ. 5. Πληρ. τηλ. 255.098 bbox=[1261, 499, 1425, 524]
classified-ad bbox=[746, 449, 910, 480]
classified-ad bbox=[746, 810, 910, 834]
classified-ad bbox=[575, 653, 739, 677]
ad-text: ΖΗΤΟΥΝΤΑΙ για βιοτεχνία επιπλων έμπειροι τεχνίτες-βοηθοί. Τηλ. 225.212 bbox=[746, 916, 910, 933]
ad-text: Παρά ΑΕ ΖΗΤΟΥΝΤΑΙ α) Απόστρατοι στρατιωτικοί και αεροναυτικοί εργασίας. β) Εργάτες από 20-40 ετών. Γράψτε Τ0.2206 bbox=[762, 268, 894, 293]
newspaper-title: ΠΑΤΡΙΣ bbox=[106, 47, 186, 71]
ad-reference: (Π24) 1-10 bbox=[880, 473, 910, 481]
ad-reference: (Π117) 1-6 bbox=[365, 871, 395, 879]
ad-text: ΖΗΤΕΙΤΑΙ νέος ή νέα, να γνωρίζει Αγγλικά ή Γερμανικά για το κέντρο σε Κατάστημα στην Χερσόνησο ή στα Μάλια. Μισθός ικανοποιητικός. Τηλ. 266.188 195 από ώρα 12π.μ.-17μμ. bbox=[746, 486, 910, 520]
classified-ad bbox=[60, 914, 224, 946]
ad-text: ΠΩΛΕΙΤΑΙ SUZUKI 600 cc μοντέλο '92 απο ιδιώτη, σε πολύ καλή κατάσταση, περασμένο από ΚΤΕΟ. Τιμή 650.000. Πληρ. τηλ. 256-719 απο 10-1 και 234787 ώρες καταστημάτων bbox=[575, 236, 739, 269]
ad-text: ΠΩΛΕΙΤΑΙ AUTOBIANCHI ABARTH μοντ. β' εξάμηνο '85, ξάντες, λάστιχα. Δεκτός κάθε έλεγχος. Τιμή 1.400.000 δρχ. Τηλ. 236.334 bbox=[60, 644, 224, 668]
ad-reference: (Π2941) 1-5 bbox=[705, 936, 739, 944]
classified-ad bbox=[1433, 351, 1590, 392]
ad-reference: (Π138) 1-6 bbox=[365, 1129, 395, 1137]
classified-ad bbox=[1090, 659, 1253, 733]
ad-text: ΖΗΤΟΥΝΤΑΙ εργάτες από την εκκατομβρίαση Μεταφορών ΑΝΑΤΟΛΗ. Τηλ. 261.736 bbox=[575, 988, 739, 1004]
ad-reference: (Π163) 1-2 bbox=[193, 938, 224, 946]
ad-reference: (Π158) 1-6 bbox=[193, 1170, 224, 1178]
classified-ad bbox=[1261, 236, 1425, 268]
ad-reference: (Π1150) 1-10 bbox=[701, 321, 739, 329]
ad-text: ΠΩΛΕΙΤΑΙ επιχείρηση τροφίμων έλαιουκής. Πελατεία εξασφαλισμένη. Δεκτές μόνο σοβαρές προτάσεις. Τηλ. 239.006 bbox=[60, 741, 224, 766]
ad-text: ΠΩΛΕΙΤΑΙ αγρόκτημα 4 στρεμμάτων εντός πολεοδομ. με πλατεία Ατσαλένιου, ΜΑΝ- ΤΩΝΑΝΑΚΗ. Τηλ. 227.739 ώρες β΄ 9-8. bbox=[232, 1105, 395, 1130]
classified-ad bbox=[232, 1029, 395, 1061]
ad-text: ΖΗΤΕΙΤΑΙ νεαρός ή νεαρά για να εργαστεί ημά ή απόγευμα στο Σκι-ΖΟΡ- ΒΑΣ στις Κ. Γουβές. Τηλ. 08971 41.325 Ώρες καταστημάτων. bbox=[575, 1017, 739, 1042]
ad-text: ΠΩΛΕΙΤΑΙ επιχείρηση ρούχων με, ή υγιείς εμπόρευμα, στο κέντρο «ΗΛΕΚΤΡΑ» έναντι Ταμείου ΔΕΗ, λόγω αναχωρήσεως. Τηλ. 229204 κ. Βερχανή. bbox=[65, 230, 218, 264]
ad-reference: (Π1155) 1-3 bbox=[534, 313, 567, 321]
classified-ad bbox=[1090, 230, 1253, 304]
ad-text: Η Ταβέρνα ΠΑΡΑΔΕΙΣΟΣ ΖΗΤΑ σερβιτόρους που να γνωρίζουν Αγγλικά. Πληρ. τηλ. 761.483 bbox=[584, 884, 729, 902]
ad-reference: (Δ875) 1-25 bbox=[1214, 292, 1248, 300]
classified-ad bbox=[918, 432, 1082, 464]
ad-text: ΕΝΟΙΚΙΑΖΕΤΑΙ (1) ένα δωμάτιο ανεξάρτητο με χωλ, κουζίνα, λουτρό στη περιοχή Νέα πλατεία Ελευθερίας δεκτές μόνο κυρίες. Τηλ. 287.472 στις ώρες 11π.μ. έως 1μμ. bbox=[918, 385, 1082, 419]
